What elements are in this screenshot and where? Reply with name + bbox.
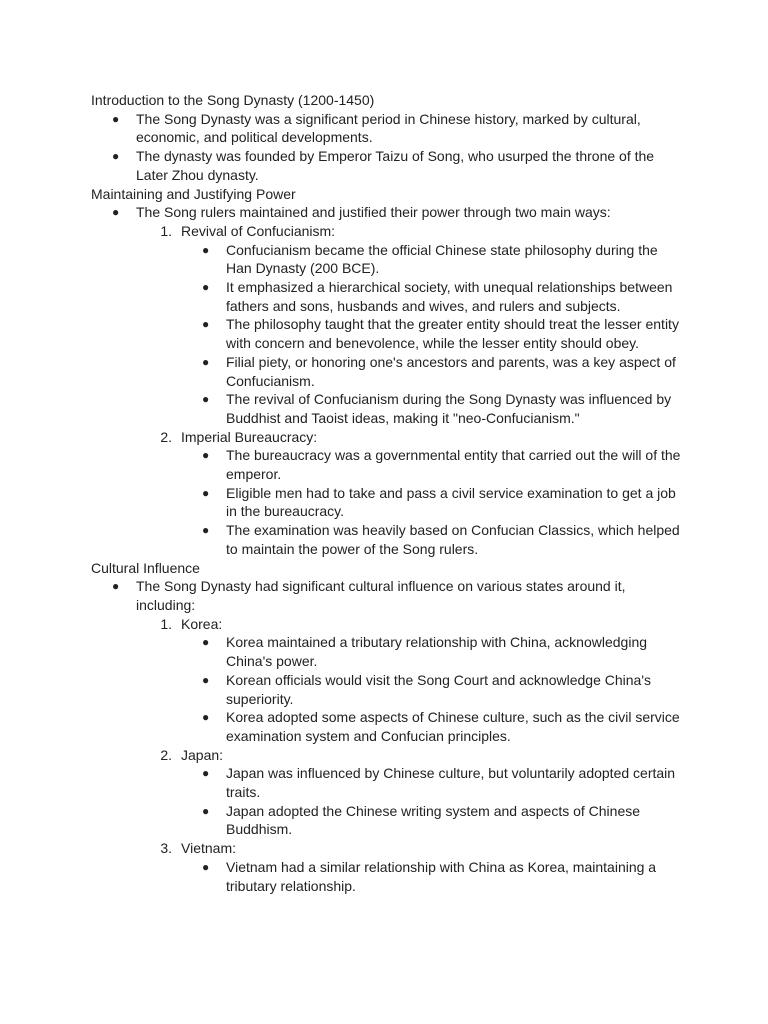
- sub-bullet-line: [0, 690, 768, 709]
- sub-bullet-line: [0, 259, 768, 278]
- bullet-marker: ●: [202, 859, 210, 874]
- sub-bullet-line: [0, 783, 768, 802]
- sub-bullet-text: emperor.: [226, 466, 282, 483]
- numbered-item: [0, 615, 768, 634]
- sub-bullet-text: Japan was influenced by Chinese culture, but voluntarily adopted certain: [226, 765, 676, 782]
- bullet-marker: ●: [202, 710, 210, 725]
- bullet-text: The Song rulers maintained and justified their power through two main ways:: [136, 204, 611, 221]
- sub-bullet-line: [0, 764, 768, 783]
- sub-bullet-text: Japan adopted the Chinese writing system and aspects of Chinese: [226, 802, 641, 819]
- bullet-marker: ●: [202, 242, 210, 257]
- sub-bullet-text: The philosophy taught that the greater entity should treat the lesser entity: [226, 316, 679, 333]
- sub-bullet-text: superiority.: [226, 690, 294, 707]
- bullet-line: [0, 577, 768, 596]
- bullet-marker: ●: [202, 523, 210, 538]
- item-number: 2.: [160, 428, 172, 445]
- sub-bullet-text: to maintain the power of the Song rulers.: [226, 540, 479, 557]
- section-heading: Cultural Influence: [91, 559, 200, 576]
- bullet-marker: ●: [202, 448, 210, 463]
- bullet-line: [0, 203, 768, 222]
- sub-bullet-text: Filial piety, or honoring one's ancestors and parents, was a key aspect of: [226, 353, 676, 370]
- bullet-line: [0, 596, 768, 615]
- item-number: 1.: [160, 615, 172, 632]
- sub-bullet-text: Vietnam had a similar relationship with China as Korea, maintaining a: [226, 858, 657, 875]
- numbered-item: [0, 222, 768, 241]
- bullet-line: [0, 147, 768, 166]
- sub-bullet-line: [0, 241, 768, 260]
- bullet-marker: ●: [202, 485, 210, 500]
- section-heading: Introduction to the Song Dynasty (1200-1450): [91, 92, 375, 108]
- sub-bullet-line: [0, 652, 768, 671]
- bullet-marker: ●: [202, 354, 210, 369]
- sub-bullet-text: in the bureaucracy.: [226, 503, 345, 520]
- sub-bullet-line: [0, 409, 768, 428]
- sub-bullet-line: [0, 390, 768, 409]
- bullet-text: The dynasty was founded by Emperor Taizu of Song, who usurped the throne of the: [136, 148, 655, 165]
- item-label: Revival of Confucianism:: [181, 222, 336, 239]
- bullet-marker: ●: [202, 317, 210, 332]
- sub-bullet-line: [0, 802, 768, 821]
- bullet-marker: ●: [202, 280, 210, 295]
- bullet-marker: ●: [202, 766, 210, 781]
- sub-bullet-line: [0, 353, 768, 372]
- bullet-line: [0, 128, 768, 147]
- sub-bullet-line: [0, 484, 768, 503]
- sub-bullet-text: Korea maintained a tributary relationship with China, acknowledging: [226, 634, 648, 651]
- section-heading: Maintaining and Justifying Power: [91, 185, 296, 202]
- sub-bullet-text: Korean officials would visit the Song Court and acknowledge China's: [226, 671, 651, 688]
- bullet-marker: ●: [112, 205, 120, 220]
- sub-bullet-text: Han Dynasty (200 BCE).: [226, 260, 380, 277]
- bullet-text: The Song Dynasty had significant cultural influence on various states around it,: [136, 578, 626, 595]
- sub-bullet-line: [0, 820, 768, 839]
- sub-bullet-line: [0, 671, 768, 690]
- item-label: Vietnam:: [181, 840, 236, 857]
- sub-bullet-text: The examination was heavily based on Confucian Classics, which helped: [226, 522, 680, 539]
- sub-bullet-text: Eligible men had to take and pass a civil service examination to get a job: [226, 484, 676, 501]
- sub-bullet-text: Buddhism.: [226, 821, 293, 838]
- bullet-text: including:: [136, 596, 196, 613]
- sub-bullet-text: with concern and benevolence, while the lesser entity should obey.: [226, 335, 639, 352]
- sub-bullet-line: [0, 297, 768, 316]
- bullet-text: Later Zhou dynasty.: [136, 166, 259, 183]
- sub-bullet-text: fathers and sons, husbands and wives, and rulers and subjects.: [226, 297, 621, 314]
- sub-bullet-line: [0, 708, 768, 727]
- numbered-item: [0, 746, 768, 765]
- sub-bullet-line: [0, 446, 768, 465]
- sub-bullet-line: [0, 334, 768, 353]
- item-label: Imperial Bureaucracy:: [181, 428, 318, 445]
- bullet-marker: ●: [202, 803, 210, 818]
- sub-bullet-line: [0, 540, 768, 559]
- bullet-line: [0, 110, 768, 129]
- item-label: Korea:: [181, 615, 223, 632]
- bullet-text: The Song Dynasty was a significant period in Chinese history, marked by cultural,: [136, 110, 641, 127]
- sub-bullet-text: The revival of Confucianism during the Song Dynasty was influenced by: [226, 391, 672, 408]
- sub-bullet-line: [0, 633, 768, 652]
- sub-bullet-line: [0, 727, 768, 746]
- sub-bullet-line: [0, 877, 768, 896]
- sub-bullet-line: [0, 315, 768, 334]
- item-number: 3.: [160, 840, 172, 857]
- bullet-marker: ●: [112, 111, 120, 126]
- sub-bullet-text: Korea adopted some aspects of Chinese culture, such as the civil service: [226, 709, 680, 726]
- sub-bullet-line: [0, 278, 768, 297]
- item-number: 1.: [160, 222, 172, 239]
- bullet-marker: ●: [202, 635, 210, 650]
- bullet-marker: ●: [202, 392, 210, 407]
- numbered-item: [0, 839, 768, 858]
- sub-bullet-line: [0, 521, 768, 540]
- bullet-marker: ●: [202, 672, 210, 687]
- document-body: [0, 91, 768, 895]
- bullet-marker: ●: [112, 579, 120, 594]
- numbered-item: [0, 428, 768, 447]
- sub-bullet-text: Confucianism became the official Chinese state philosophy during the: [226, 241, 658, 258]
- bullet-marker: ●: [112, 149, 120, 164]
- bullet-line: [0, 166, 768, 185]
- sub-bullet-line: [0, 465, 768, 484]
- sub-bullet-text: traits.: [226, 784, 261, 801]
- sub-bullet-line: [0, 502, 768, 521]
- sub-bullet-text: China's power.: [226, 653, 318, 670]
- item-label: Japan:: [181, 746, 224, 763]
- sub-bullet-line: [0, 372, 768, 391]
- sub-bullet-text: Buddhist and Taoist ideas, making it "neo-Confucianism.": [226, 409, 580, 426]
- sub-bullet-text: examination system and Confucian principles.: [226, 727, 511, 744]
- sub-bullet-line: [0, 858, 768, 877]
- sub-bullet-text: Confucianism.: [226, 372, 315, 389]
- item-number: 2.: [160, 746, 172, 763]
- bullet-text: economic, and political developments.: [136, 129, 373, 146]
- sub-bullet-text: tributary relationship.: [226, 877, 356, 894]
- sub-bullet-text: The bureaucracy was a governmental entity that carried out the will of the: [226, 447, 681, 464]
- sub-bullet-text: It emphasized a hierarchical society, with unequal relationships between: [226, 279, 673, 296]
